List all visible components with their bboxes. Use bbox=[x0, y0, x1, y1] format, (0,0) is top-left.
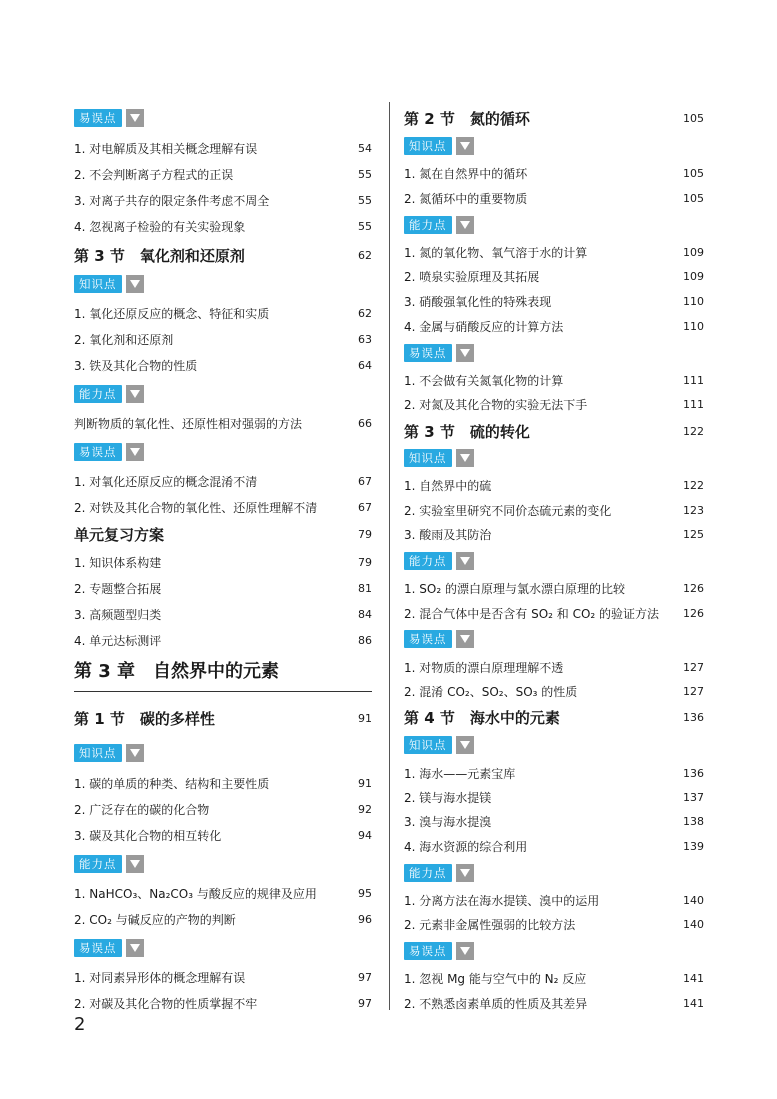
column-divider bbox=[389, 102, 390, 1010]
tag-zhishi bbox=[404, 137, 474, 155]
entry-title: 3. 溴与海水提溴 bbox=[404, 814, 492, 829]
tag-label: 能力点 bbox=[404, 552, 452, 570]
section-page: 62 bbox=[358, 248, 372, 262]
entry-page: 139 bbox=[683, 839, 704, 853]
entry-title: 4. 海水资源的综合利用 bbox=[404, 839, 528, 854]
toc-entry[interactable] bbox=[404, 291, 704, 311]
section-heading[interactable] bbox=[404, 419, 704, 443]
toc-entry[interactable] bbox=[404, 394, 704, 414]
entry-page: 109 bbox=[683, 245, 704, 259]
entry-page: 84 bbox=[358, 607, 372, 621]
entry-page: 63 bbox=[358, 332, 372, 346]
chevron-down-icon bbox=[126, 443, 144, 461]
entry-page: 105 bbox=[683, 166, 704, 180]
entry-title: 1. 对物质的漂白原理理解不透 bbox=[404, 660, 564, 675]
chevron-down-icon bbox=[456, 137, 474, 155]
entry-title: 3. 碳及其化合物的相互转化 bbox=[74, 828, 222, 843]
entry-page: 105 bbox=[683, 191, 704, 205]
tag-nengli bbox=[74, 855, 144, 873]
tag-label: 易误点 bbox=[404, 630, 452, 648]
tag-zhishi bbox=[404, 736, 474, 754]
entry-page: 110 bbox=[683, 319, 704, 333]
toc-entry[interactable] bbox=[74, 552, 372, 572]
tag-label: 能力点 bbox=[404, 864, 452, 882]
toc-entry[interactable] bbox=[74, 799, 372, 819]
chevron-down-icon bbox=[456, 630, 474, 648]
section-page: 105 bbox=[683, 111, 704, 125]
toc-entry[interactable] bbox=[74, 216, 372, 236]
toc-entry[interactable] bbox=[74, 164, 372, 184]
tag-label: 能力点 bbox=[404, 216, 452, 234]
toc-entry[interactable] bbox=[404, 475, 704, 495]
entry-page: 141 bbox=[683, 971, 704, 985]
entry-page: 91 bbox=[358, 776, 372, 790]
entry-title: 2. 对氮及其化合物的实验无法下手 bbox=[404, 397, 588, 412]
entry-page: 81 bbox=[358, 581, 372, 595]
chapter-title: 第 3 章 自然界中的元素 bbox=[74, 661, 280, 682]
section-title: 第 4 节 海水中的元素 bbox=[404, 708, 560, 727]
toc-entry[interactable] bbox=[74, 604, 372, 624]
entry-page: 140 bbox=[683, 893, 704, 907]
entry-page: 95 bbox=[358, 886, 372, 900]
entry-page: 79 bbox=[358, 555, 372, 569]
toc-entry[interactable] bbox=[404, 968, 704, 988]
toc-entry[interactable] bbox=[74, 497, 372, 517]
section-title: 第 3 节 硫的转化 bbox=[404, 422, 530, 441]
entry-page: 122 bbox=[683, 478, 704, 492]
toc-entry[interactable] bbox=[74, 773, 372, 793]
entry-title: 1. 分离方法在海水提镁、溴中的运用 bbox=[404, 893, 600, 908]
toc-entry[interactable] bbox=[404, 524, 704, 544]
toc-entry[interactable] bbox=[404, 316, 704, 336]
entry-page: 62 bbox=[358, 306, 372, 320]
entry-title: 1. 氮在自然界中的循环 bbox=[404, 166, 528, 181]
entry-page: 64 bbox=[358, 358, 372, 372]
tag-label: 知识点 bbox=[74, 744, 122, 762]
tag-label: 知识点 bbox=[404, 736, 452, 754]
toc-entry[interactable] bbox=[404, 787, 704, 807]
entry-page: 123 bbox=[683, 503, 704, 517]
entry-title: 2. 广泛存在的碳的化合物 bbox=[74, 802, 210, 817]
entry-title: 3. 硝酸强氧化性的特殊表现 bbox=[404, 294, 552, 309]
tag-label: 知识点 bbox=[74, 275, 122, 293]
tag-nengli bbox=[404, 864, 474, 882]
entry-title: 4. 金属与硝酸反应的计算方法 bbox=[404, 319, 564, 334]
chevron-down-icon bbox=[126, 109, 144, 127]
entry-page: 127 bbox=[683, 660, 704, 674]
entry-title: 2. 混合气体中是否含有 SO₂ 和 CO₂ 的验证方法 bbox=[404, 606, 660, 621]
entry-title: 1. SO₂ 的漂白原理与氯水漂白原理的比较 bbox=[404, 581, 625, 596]
entry-title: 3. 对离子共存的限定条件考虑不周全 bbox=[74, 193, 270, 208]
entry-title: 3. 酸雨及其防治 bbox=[404, 527, 492, 542]
entry-title: 1. 海水——元素宝库 bbox=[404, 766, 516, 781]
chevron-down-icon bbox=[126, 855, 144, 873]
entry-title: 1. 自然界中的硫 bbox=[404, 478, 492, 493]
toc-entry[interactable] bbox=[74, 471, 372, 491]
tag-label: 易误点 bbox=[74, 443, 122, 461]
entry-page: 66 bbox=[358, 416, 372, 430]
toc-entry[interactable] bbox=[74, 138, 372, 158]
toc-entry[interactable] bbox=[404, 681, 704, 701]
toc-entry[interactable] bbox=[404, 890, 704, 910]
tag-label: 知识点 bbox=[404, 137, 452, 155]
entry-title: 1. 对氧化还原反应的概念混淆不清 bbox=[74, 474, 258, 489]
toc-entry[interactable] bbox=[74, 413, 372, 433]
entry-page: 137 bbox=[683, 790, 704, 804]
toc-entry[interactable] bbox=[404, 836, 704, 856]
entry-title: 1. 知识体系构建 bbox=[74, 555, 162, 570]
entry-page: 67 bbox=[358, 474, 372, 488]
tag-yiwu bbox=[74, 109, 144, 127]
tag-label: 易误点 bbox=[74, 109, 122, 127]
tag-yiwu bbox=[404, 630, 474, 648]
tag-label: 易误点 bbox=[74, 939, 122, 957]
tag-label: 知识点 bbox=[404, 449, 452, 467]
tag-yiwu bbox=[74, 443, 144, 461]
entry-title: 1. 不会做有关氮氧化物的计算 bbox=[404, 373, 564, 388]
toc-entry[interactable] bbox=[74, 825, 372, 845]
entry-title: 2. 氧化剂和还原剂 bbox=[74, 332, 174, 347]
section-heading[interactable] bbox=[404, 705, 704, 729]
toc-entry[interactable] bbox=[74, 909, 372, 929]
toc-entry[interactable] bbox=[404, 993, 704, 1013]
entry-title: 1. 氮的氧化物、氧气溶于水的计算 bbox=[404, 245, 588, 260]
entry-page: 126 bbox=[683, 581, 704, 595]
tag-nengli bbox=[404, 552, 474, 570]
toc-entry[interactable] bbox=[74, 329, 372, 349]
page-number: 2 bbox=[74, 1014, 86, 1035]
tag-zhishi bbox=[404, 449, 474, 467]
section-title: 第 2 节 氮的循环 bbox=[404, 109, 530, 128]
chevron-down-icon bbox=[126, 939, 144, 957]
unit-page: 79 bbox=[358, 527, 372, 541]
tag-zhishi bbox=[74, 275, 144, 293]
entry-page: 111 bbox=[683, 373, 704, 387]
toc-entry[interactable] bbox=[404, 603, 704, 623]
entry-title: 1. 忽视 Mg 能与空气中的 N₂ 反应 bbox=[404, 971, 587, 986]
toc-entry[interactable] bbox=[404, 266, 704, 286]
section-title: 第 1 节 碳的多样性 bbox=[74, 709, 215, 728]
chapter-heading[interactable] bbox=[74, 656, 372, 684]
entry-page: 125 bbox=[683, 527, 704, 541]
chevron-down-icon bbox=[456, 736, 474, 754]
chevron-down-icon bbox=[456, 864, 474, 882]
toc-entry[interactable] bbox=[404, 811, 704, 831]
toc-entry[interactable] bbox=[404, 163, 704, 183]
tag-label: 易误点 bbox=[404, 942, 452, 960]
entry-page: 54 bbox=[358, 141, 372, 155]
section-title: 第 3 节 氧化剂和还原剂 bbox=[74, 246, 245, 265]
toc-entry[interactable] bbox=[74, 967, 372, 987]
toc-entry[interactable] bbox=[74, 303, 372, 323]
chevron-down-icon bbox=[456, 552, 474, 570]
entry-title: 4. 单元达标测评 bbox=[74, 633, 162, 648]
entry-title: 1. NaHCO₃、Na₂CO₃ 与酸反应的规律及应用 bbox=[74, 886, 317, 901]
toc-entry[interactable] bbox=[74, 630, 372, 650]
entry-title: 判断物质的氧化性、还原性相对强弱的方法 bbox=[74, 416, 303, 431]
entry-page: 97 bbox=[358, 996, 372, 1010]
tag-label: 能力点 bbox=[74, 855, 122, 873]
entry-title: 2. 对铁及其化合物的氧化性、还原性理解不清 bbox=[74, 500, 318, 515]
entry-page: 127 bbox=[683, 684, 704, 698]
toc-entry[interactable] bbox=[404, 188, 704, 208]
toc-entry[interactable] bbox=[404, 763, 704, 783]
entry-page: 55 bbox=[358, 193, 372, 207]
toc-entry[interactable] bbox=[74, 578, 372, 598]
chevron-down-icon bbox=[456, 942, 474, 960]
entry-title: 1. 对同素异形体的概念理解有误 bbox=[74, 970, 246, 985]
entry-title: 2. CO₂ 与碱反应的产物的判断 bbox=[74, 912, 236, 927]
entry-page: 126 bbox=[683, 606, 704, 620]
entry-title: 2. 元素非金属性强弱的比较方法 bbox=[404, 917, 576, 932]
tag-zhishi bbox=[74, 744, 144, 762]
chevron-down-icon bbox=[456, 216, 474, 234]
unit-review-heading[interactable] bbox=[74, 522, 372, 546]
chevron-down-icon bbox=[126, 744, 144, 762]
section-page: 122 bbox=[683, 424, 704, 438]
entry-page: 55 bbox=[358, 167, 372, 181]
entry-title: 2. 不会判断离子方程式的正误 bbox=[74, 167, 234, 182]
tag-label: 易误点 bbox=[404, 344, 452, 362]
entry-title: 1. 对电解质及其相关概念理解有误 bbox=[74, 141, 258, 156]
chevron-down-icon bbox=[126, 385, 144, 403]
entry-title: 2. 混淆 CO₂、SO₂、SO₃ 的性质 bbox=[404, 684, 578, 699]
toc-entry[interactable] bbox=[404, 914, 704, 934]
toc-entry[interactable] bbox=[404, 578, 704, 598]
tag-label: 能力点 bbox=[74, 385, 122, 403]
section-page: 91 bbox=[358, 711, 372, 725]
tag-yiwu bbox=[404, 942, 474, 960]
chevron-down-icon bbox=[456, 344, 474, 362]
entry-page: 94 bbox=[358, 828, 372, 842]
tag-yiwu bbox=[404, 344, 474, 362]
entry-title: 1. 碳的单质的种类、结构和主要性质 bbox=[74, 776, 270, 791]
entry-page: 97 bbox=[358, 970, 372, 984]
entry-page: 55 bbox=[358, 219, 372, 233]
entry-title: 1. 氧化还原反应的概念、特征和实质 bbox=[74, 306, 270, 321]
entry-title: 3. 高频题型归类 bbox=[74, 607, 162, 622]
entry-title: 2. 对碳及其化合物的性质掌握不牢 bbox=[74, 996, 258, 1011]
tag-nengli bbox=[404, 216, 474, 234]
toc-entry[interactable] bbox=[404, 370, 704, 390]
entry-page: 111 bbox=[683, 397, 704, 411]
toc-entry[interactable] bbox=[404, 242, 704, 262]
tag-yiwu bbox=[74, 939, 144, 957]
entry-page: 110 bbox=[683, 294, 704, 308]
toc-entry[interactable] bbox=[74, 190, 372, 210]
toc-entry[interactable] bbox=[74, 883, 372, 903]
chapter-rule bbox=[74, 691, 372, 692]
entry-title: 2. 镁与海水提镁 bbox=[404, 790, 492, 805]
section-heading[interactable] bbox=[74, 706, 372, 730]
entry-page: 67 bbox=[358, 500, 372, 514]
entry-title: 2. 喷泉实验原理及其拓展 bbox=[404, 269, 540, 284]
entry-title: 2. 不熟悉卤素单质的性质及其差异 bbox=[404, 996, 588, 1011]
entry-page: 138 bbox=[683, 814, 704, 828]
entry-page: 141 bbox=[683, 996, 704, 1010]
toc-entry[interactable] bbox=[74, 993, 372, 1013]
toc-entry[interactable] bbox=[74, 355, 372, 375]
unit-title: 单元复习方案 bbox=[74, 525, 165, 544]
entry-title: 2. 专题整合拓展 bbox=[74, 581, 162, 596]
section-page: 136 bbox=[683, 710, 704, 724]
section-heading[interactable] bbox=[404, 106, 704, 130]
toc-entry[interactable] bbox=[404, 657, 704, 677]
entry-page: 92 bbox=[358, 802, 372, 816]
entry-page: 86 bbox=[358, 633, 372, 647]
toc-entry[interactable] bbox=[404, 500, 704, 520]
entry-title: 4. 忽视离子检验的有关实验现象 bbox=[74, 219, 246, 234]
entry-title: 2. 氮循环中的重要物质 bbox=[404, 191, 528, 206]
entry-page: 96 bbox=[358, 912, 372, 926]
chevron-down-icon bbox=[456, 449, 474, 467]
entry-page: 136 bbox=[683, 766, 704, 780]
entry-page: 140 bbox=[683, 917, 704, 931]
entry-title: 2. 实验室里研究不同价态硫元素的变化 bbox=[404, 503, 612, 518]
tag-nengli bbox=[74, 385, 144, 403]
chevron-down-icon bbox=[126, 275, 144, 293]
entry-page: 109 bbox=[683, 269, 704, 283]
section-heading[interactable] bbox=[74, 243, 372, 267]
entry-title: 3. 铁及其化合物的性质 bbox=[74, 358, 198, 373]
